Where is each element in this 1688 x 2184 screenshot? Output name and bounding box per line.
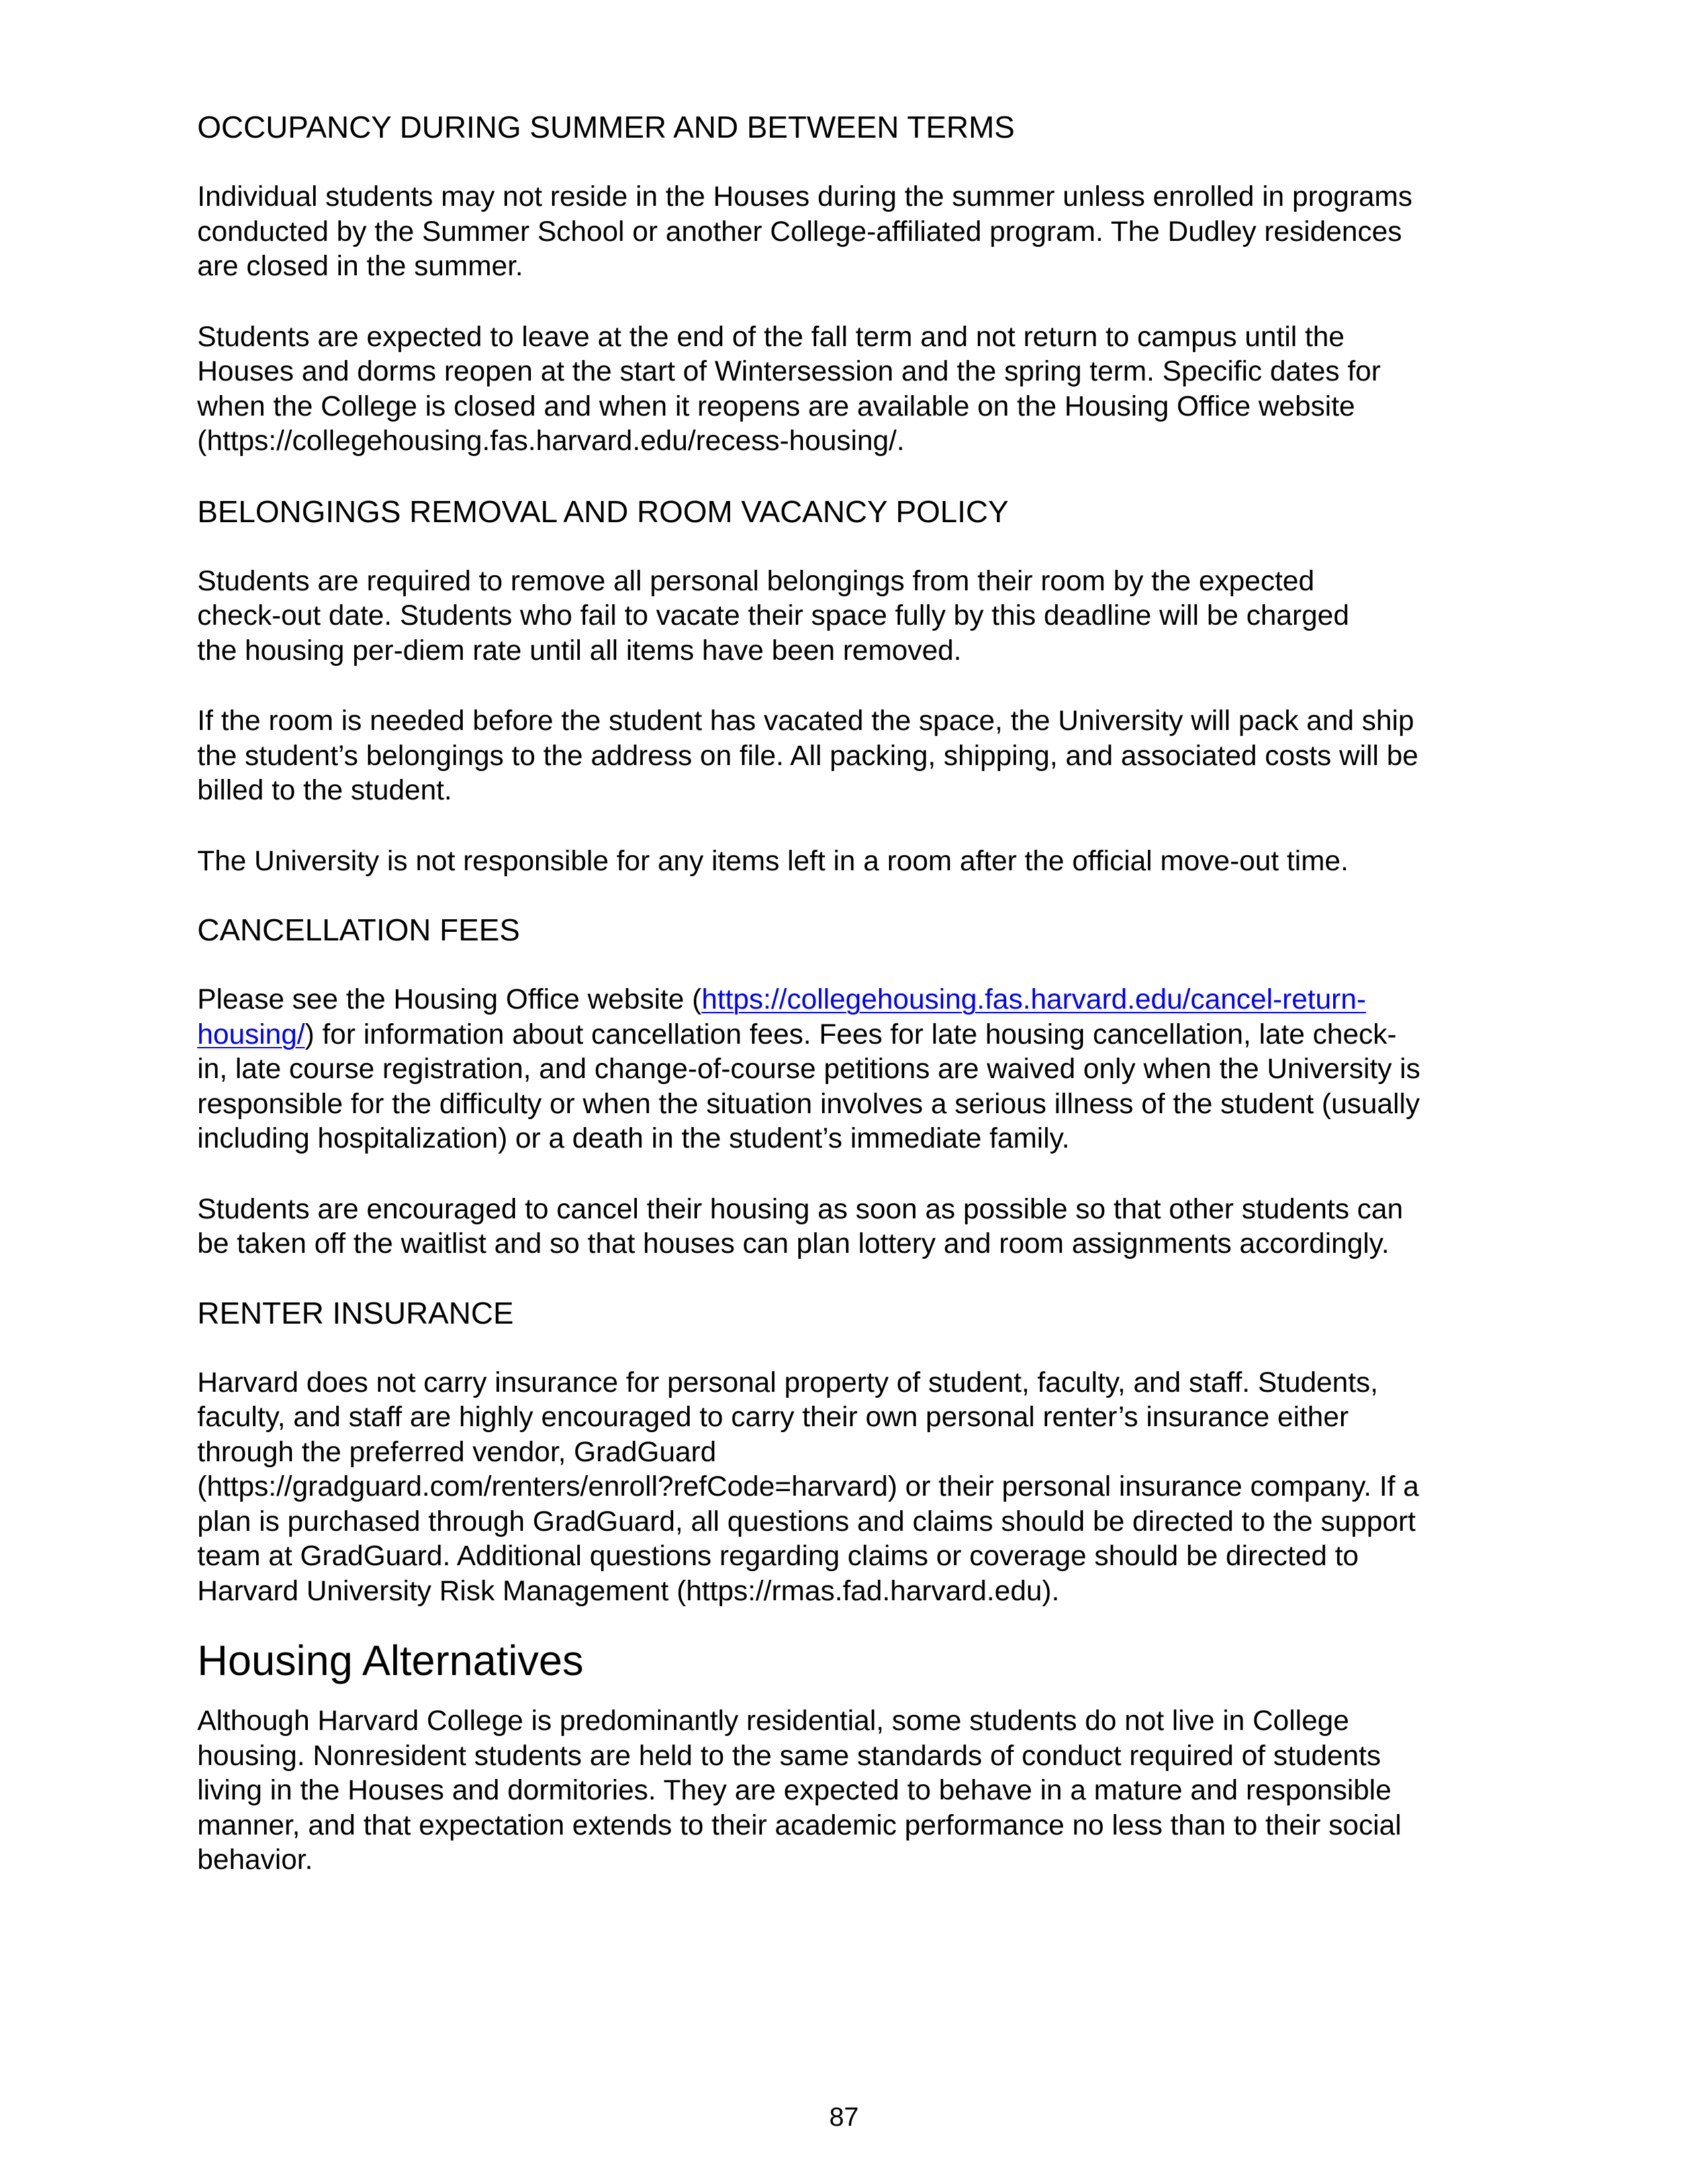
text-line: Students are encouraged to cancel their housing as soon as possible so that other students can [197,1193,1403,1225]
text-line: The University is not responsible for any items left in a room after the official move-out time. [197,844,1349,877]
text-line: plan is purchased through GradGuard, all questions and claims should be directed to the support [197,1505,1416,1537]
text-segment: ) for information about cancellation fees. Fees for late housing cancellation, late check- [305,1018,1397,1050]
paragraph-renter-insurance [197,1365,1501,1609]
text-line: behavior. [197,1844,313,1876]
text-line: team at GradGuard. Additional questions regarding claims or coverage should be directed to [197,1540,1359,1572]
paragraph-cancellation-1 [197,982,1501,1156]
text-line: the student’s belongings to the address on file. All packing, shipping, and associated costs will be [197,739,1419,772]
paragraph-cancellation-2 [197,1192,1501,1261]
paragraph-belongings-1 [197,564,1501,668]
text-line: Individual students may not reside in the Houses during the summer unless enrolled in programs [197,181,1413,212]
text-line: (https://collegehousing.fas.harvard.edu/recess-housing/. [197,425,905,457]
text-line: Harvard does not carry insurance for personal property of student, faculty, and staff. Students, [197,1366,1378,1398]
text-line: living in the Houses and dormitories. They are expected to behave in a mature and responsible [197,1774,1391,1806]
text-line: Students are expected to leave at the end of the fall term and not return to campus until the [197,320,1345,353]
text-line: Students are required to remove all personal belongings from their room by the expected [197,565,1315,597]
section-heading-cancellation: CANCELLATION FEES [197,913,520,947]
text-line: conducted by the Summer School or another College-affiliated program. The Dudley residences [197,215,1402,248]
paragraph-belongings-3 [197,844,1501,879]
text-line: be taken off the waitlist and so that houses can plan lottery and room assignments accordingly. [197,1228,1389,1259]
text-line: responsible for the difficulty or when the situation involves a serious illness of the student (usually [197,1087,1420,1120]
paragraph-housing-alternatives [197,1704,1501,1878]
text-line [197,982,1501,1017]
housing-alternatives-heading: Housing Alternatives [197,1637,584,1684]
text-line: through the preferred vendor, GradGuard [197,1435,717,1468]
text-line: faculty, and staff are highly encouraged to carry their own personal renter’s insurance either [197,1401,1349,1433]
text-line: in, late course registration, and change-of-course petitions are waived only when the University is [197,1053,1421,1085]
cancel-return-housing-link[interactable]: https://collegehousing.fas.harvard.edu/cancel-return- [701,983,1366,1015]
paragraph-belongings-2 [197,704,1501,808]
section-heading-occupancy: OCCUPANCY DURING SUMMER AND BETWEEN TERMS [197,110,1015,144]
text-line: when the College is closed and when it reopens are available on the Housing Office website [197,390,1355,422]
text-line: including hospitalization) or a death in the student’s immediate family. [197,1122,1070,1154]
cancel-return-housing-link-continued[interactable]: housing/ [197,1018,305,1050]
paragraph-occupancy-1 [197,179,1501,284]
paragraph-occupancy-2 [197,320,1501,459]
text-line: housing. Nonresident students are held to the same standards of conduct required of students [197,1739,1382,1772]
section-heading-belongings: BELONGINGS REMOVAL AND ROOM VACANCY POLICY [197,494,1009,529]
text-line: billed to the student. [197,774,452,806]
text-segment: Please see the Housing Office website ( [197,983,702,1015]
page-content [197,110,1501,1913]
text-line: the housing per-diem rate until all items have been removed. [197,634,962,666]
section-heading-renter-insurance: RENTER INSURANCE [197,1295,514,1330]
page-number: 87 [829,2103,859,2132]
text-line: check-out date. Students who fail to vacate their space fully by this deadline will be charged [197,600,1350,631]
text-line: Although Harvard College is predominantly residential, some students do not live in College [197,1705,1350,1737]
text-line: are closed in the summer. [197,250,524,282]
text-line: Houses and dorms reopen at the start of Wintersession and the spring term. Specific dates for [197,355,1381,387]
text-line: If the room is needed before the student has vacated the space, the University will pack and ship [197,705,1415,737]
text-line: Harvard University Risk Management (https://rmas.fad.harvard.edu). [197,1574,1060,1607]
text-line: (https://gradguard.com/renters/enroll?refCode=harvard) or their personal insurance company. If a [197,1471,1419,1502]
text-line [197,1017,1501,1052]
text-line: manner, and that expectation extends to their academic performance no less than to their social [197,1809,1401,1841]
